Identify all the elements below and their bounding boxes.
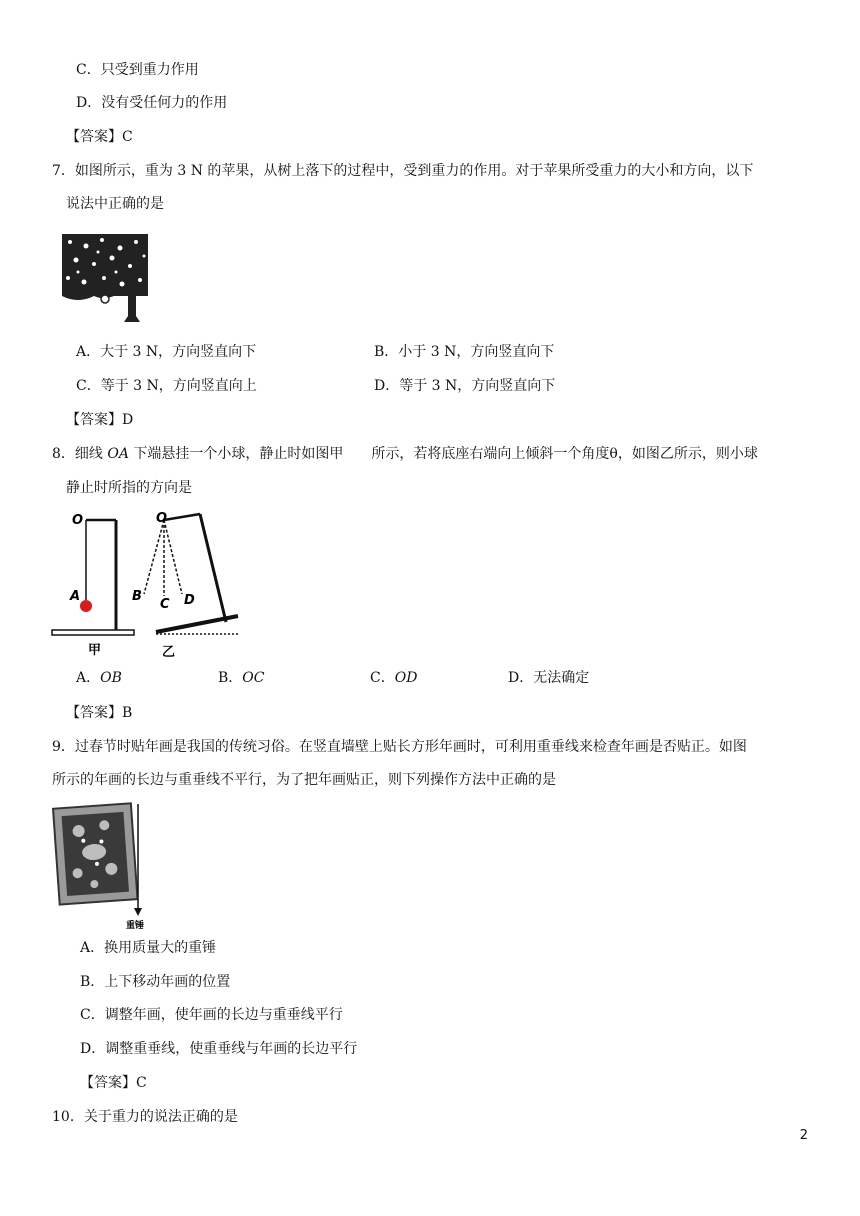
q8-option-a-prefix: A． [76, 670, 101, 686]
label-o1: O [72, 513, 84, 528]
q8-option-c-var: OD [394, 670, 418, 686]
label-yi: 乙 [162, 645, 176, 658]
q8-stem-pre: 8．细线 [52, 446, 108, 462]
label-b: B [132, 589, 142, 604]
q9-answer: 【答案】C [80, 1075, 147, 1091]
q8-option-c-prefix: C． [370, 670, 395, 686]
label-o2: O [156, 511, 168, 526]
label-c: C [160, 597, 170, 612]
q8-stem-var: OA [107, 446, 129, 462]
q7-option-c: C．等于 3 N，方向竖直向上 [76, 378, 257, 394]
q8-stem-line1 [52, 444, 758, 464]
q9-option-d: D．调整重垂线，使重垂线与年画的长边平行 [80, 1041, 358, 1057]
q8-stem-line2: 静止时所指的方向是 [66, 480, 192, 496]
label-d: D [184, 593, 195, 608]
apple-tree-icon [58, 232, 150, 326]
q8-option-b-var: OC [242, 670, 265, 686]
q9-option-b: B．上下移动年画的位置 [80, 974, 231, 990]
q8-option-d: D．无法确定 [508, 670, 590, 686]
figure-jia [52, 513, 134, 658]
q8-option-c [370, 668, 417, 688]
figure-yi [132, 511, 240, 658]
q7-option-d: D．等于 3 N，方向竖直向下 [374, 378, 556, 394]
q7-stem-line2: 说法中正确的是 [66, 196, 164, 212]
q7-answer: 【答案】D [66, 412, 134, 428]
q7-option-a: A．大于 3 N，方向竖直向下 [76, 344, 257, 360]
label-jia: 甲 [88, 643, 102, 658]
q8-ball [80, 600, 92, 612]
q8-option-b-prefix: B． [218, 670, 243, 686]
q9-option-c: C．调整年画，使年画的长边与重垂线平行 [80, 1007, 343, 1023]
q7-stem-line1: 7．如图所示，重为 3 N 的苹果，从树上落下的过程中，受到重力的作用。对于苹果所受重力的大小和方向，以下 [52, 163, 754, 179]
q8-stem-post: 下端悬挂一个小球，静止时如图甲 所示，若将底座右端向上倾斜一个角度θ，如图乙所示，则小球 [128, 446, 758, 462]
new-year-painting-icon [50, 800, 152, 930]
q7-option-b: B．小于 3 N，方向竖直向下 [374, 344, 555, 360]
q9-figure-label: 重锤 [126, 921, 145, 930]
label-a: A [70, 589, 81, 604]
page-number: 2 [799, 1128, 808, 1143]
q9-option-a: A．换用质量大的重锤 [80, 940, 217, 956]
q9-stem-line1: 9．过春节时贴年画是我国的传统习俗。在竖直墙壁上贴长方形年画时，可利用重垂线来检查年画是否贴正。如图 [52, 739, 747, 755]
pendulum-figure [50, 506, 242, 658]
q8-answer: 【答案】B [66, 705, 133, 721]
q8-option-a-var: OB [100, 670, 122, 686]
q6-option-d: D．没有受任何力的作用 [76, 95, 228, 111]
q8-option-b [218, 668, 265, 688]
q8-option-a [76, 668, 122, 688]
q6-option-c: C．只受到重力作用 [76, 62, 199, 78]
q10-stem-line1: 10．关于重力的说法正确的是 [52, 1109, 238, 1125]
q6-answer: 【答案】C [66, 129, 133, 145]
q9-stem-line2: 所示的年画的长边与重垂线不平行，为了把年画贴正，则下列操作方法中正确的是 [52, 772, 556, 788]
